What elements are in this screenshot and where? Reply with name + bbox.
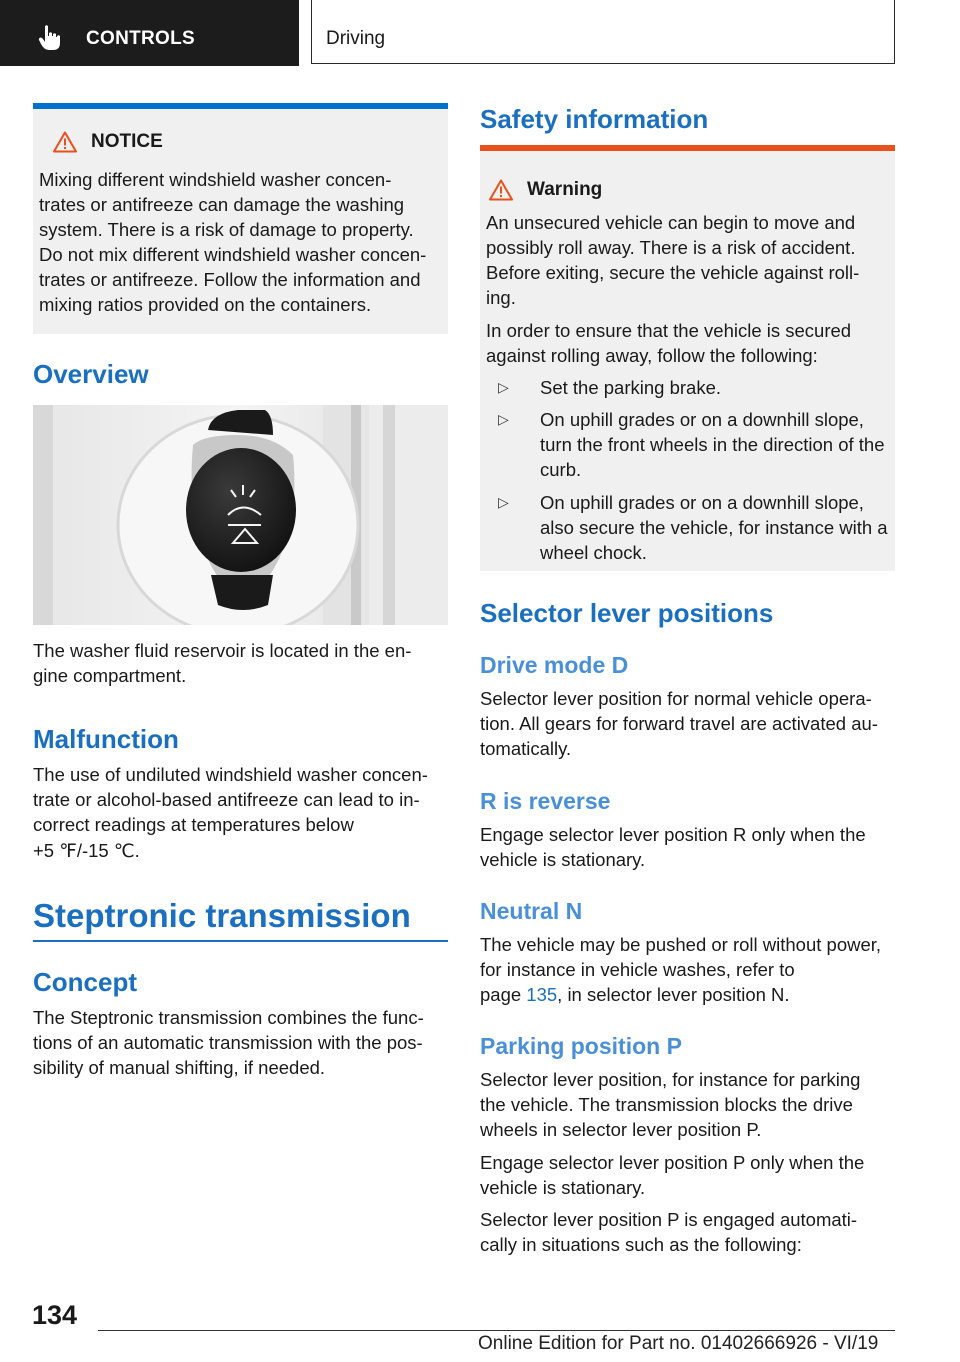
notice-line: Mixing different windshield washer concen-: [39, 169, 392, 190]
parking-para-3: [480, 1207, 900, 1257]
notice-line: mixing ratios provided on the containers.: [39, 294, 372, 315]
warning-box: [480, 145, 895, 571]
notice-line: Do not mix different windshield washer concen-: [39, 244, 427, 265]
selector-heading: Selector lever positions: [480, 598, 774, 628]
warning-header: [489, 179, 602, 201]
edition-note: Online Edition for Part no. 01402666926 - VI/19: [478, 1333, 879, 1354]
breadcrumb: [311, 0, 895, 64]
warning-title: Warning: [527, 179, 603, 200]
malfunction-line: correct readings at temperatures below: [33, 814, 354, 836]
notice-line: system. There is a risk of damage to property.: [39, 219, 414, 240]
overview-caption: [33, 638, 448, 688]
section-title: CONTROLS: [86, 28, 196, 49]
bullet-line: curb.: [540, 459, 582, 481]
hand-pointer-icon: [38, 24, 62, 52]
safety-heading: Safety information: [480, 104, 709, 134]
washer-reservoir-photo: [33, 405, 448, 625]
warning-line: An unsecured vehicle can begin to move and: [486, 212, 856, 233]
bullet-text: [540, 407, 910, 483]
page-number: 134: [32, 1300, 78, 1330]
reverse-heading: R is reverse: [480, 788, 611, 814]
warning-triangle-icon: [53, 131, 77, 153]
notice-header: [53, 131, 163, 153]
warning-triangle-icon: [489, 179, 513, 201]
drive-line: tion. All gears for forward travel are activated au-: [480, 713, 878, 735]
concept-heading: Concept: [33, 967, 137, 997]
page-prefix: page: [480, 984, 527, 1006]
concept-line: The Steptronic transmission combines the func-: [33, 1007, 424, 1028]
notice-box: [33, 103, 448, 334]
footer-rule: [98, 1330, 895, 1331]
bullet-text: [540, 490, 910, 566]
reverse-text: [480, 822, 900, 872]
bullet-marker-icon: ▷: [498, 379, 509, 395]
warning-line: against rolling away, follow the following:: [486, 345, 818, 366]
warning-line: possibly roll away. There is a risk of accident.: [486, 237, 856, 258]
drive-line: Selector lever position for normal vehicle opera-: [480, 688, 872, 709]
drive-text: [480, 686, 900, 762]
neutral-line: [480, 982, 900, 1007]
bullet-line: wheel chock.: [540, 542, 647, 564]
page-link[interactable]: 135: [526, 984, 558, 1006]
bullet-line: turn the front wheels in the direction of the: [540, 434, 885, 456]
neutral-line: for instance in vehicle washes, refer to: [480, 959, 795, 981]
notice-title: NOTICE: [91, 131, 163, 152]
notice-body: [39, 167, 444, 317]
bullet-marker-icon: ▷: [498, 411, 509, 427]
bullet-marker-icon: ▷: [498, 494, 509, 510]
parking-line: Selector lever position P is engaged automati-: [480, 1209, 858, 1230]
bullet-line: also secure the vehicle, for instance with a: [540, 517, 888, 539]
neutral-line: The vehicle may be pushed or roll without power,: [480, 934, 882, 955]
malfunction-line: The use of undiluted windshield washer concen-: [33, 764, 428, 785]
caption-line: The washer fluid reservoir is located in the en-: [33, 640, 412, 661]
warning-para-2: [486, 318, 891, 368]
parking-line: Selector lever position, for instance for parking: [480, 1069, 861, 1090]
malfunction-line: trate or alcohol-based antifreeze can lead to in-: [33, 789, 420, 811]
parking-line: vehicle is stationary.: [480, 1177, 646, 1199]
parking-line: cally in situations such as the following:: [480, 1234, 802, 1256]
bullet-line: Set the parking brake.: [540, 377, 721, 398]
bullet-line: On uphill grades or on a downhill slope,: [540, 409, 864, 430]
neutral-heading: Neutral N: [480, 898, 583, 924]
malfunction-text: [33, 762, 453, 863]
concept-line: tions of an automatic transmission with the pos-: [33, 1032, 423, 1054]
warning-line: In order to ensure that the vehicle is secured: [486, 320, 852, 341]
bullet-text: [540, 375, 910, 400]
heading-rule: [33, 940, 448, 942]
bullet-line: On uphill grades or on a downhill slope,: [540, 492, 864, 513]
parking-line: Engage selector lever position P only when the: [480, 1152, 865, 1173]
concept-line: sibility of manual shifting, if needed.: [33, 1057, 326, 1079]
concept-text: [33, 1005, 453, 1081]
notice-line: trates or antifreeze. Follow the information and: [39, 269, 421, 290]
warning-line: ing.: [486, 287, 516, 308]
steptronic-heading: Steptronic transmission: [33, 897, 411, 934]
malfunction-heading: Malfunction: [33, 724, 179, 754]
section-tab: [0, 0, 299, 66]
parking-para-1: [480, 1067, 900, 1143]
parking-heading: Parking position P: [480, 1033, 682, 1059]
warning-line: Before exiting, secure the vehicle against roll-: [486, 262, 860, 283]
neutral-text: [480, 932, 900, 1008]
parking-para-2: [480, 1150, 900, 1200]
page-suffix: , in selector lever position N.: [557, 984, 790, 1006]
warning-para-1: [486, 210, 891, 310]
reverse-line: vehicle is stationary.: [480, 849, 646, 871]
drive-line: tomatically.: [480, 738, 572, 760]
caption-line: gine compartment.: [33, 665, 187, 687]
parking-line: wheels in selector lever position P.: [480, 1119, 762, 1141]
notice-line: trates or antifreeze can damage the washing: [39, 194, 405, 215]
malfunction-line: +5 ℉/-15 ℃.: [33, 839, 140, 861]
drive-heading: Drive mode D: [480, 652, 629, 678]
overview-heading: Overview: [33, 359, 149, 389]
parking-line: the vehicle. The transmission blocks the drive: [480, 1094, 853, 1116]
reverse-line: Engage selector lever position R only when the: [480, 824, 866, 845]
breadcrumb-label: Driving: [326, 28, 386, 49]
